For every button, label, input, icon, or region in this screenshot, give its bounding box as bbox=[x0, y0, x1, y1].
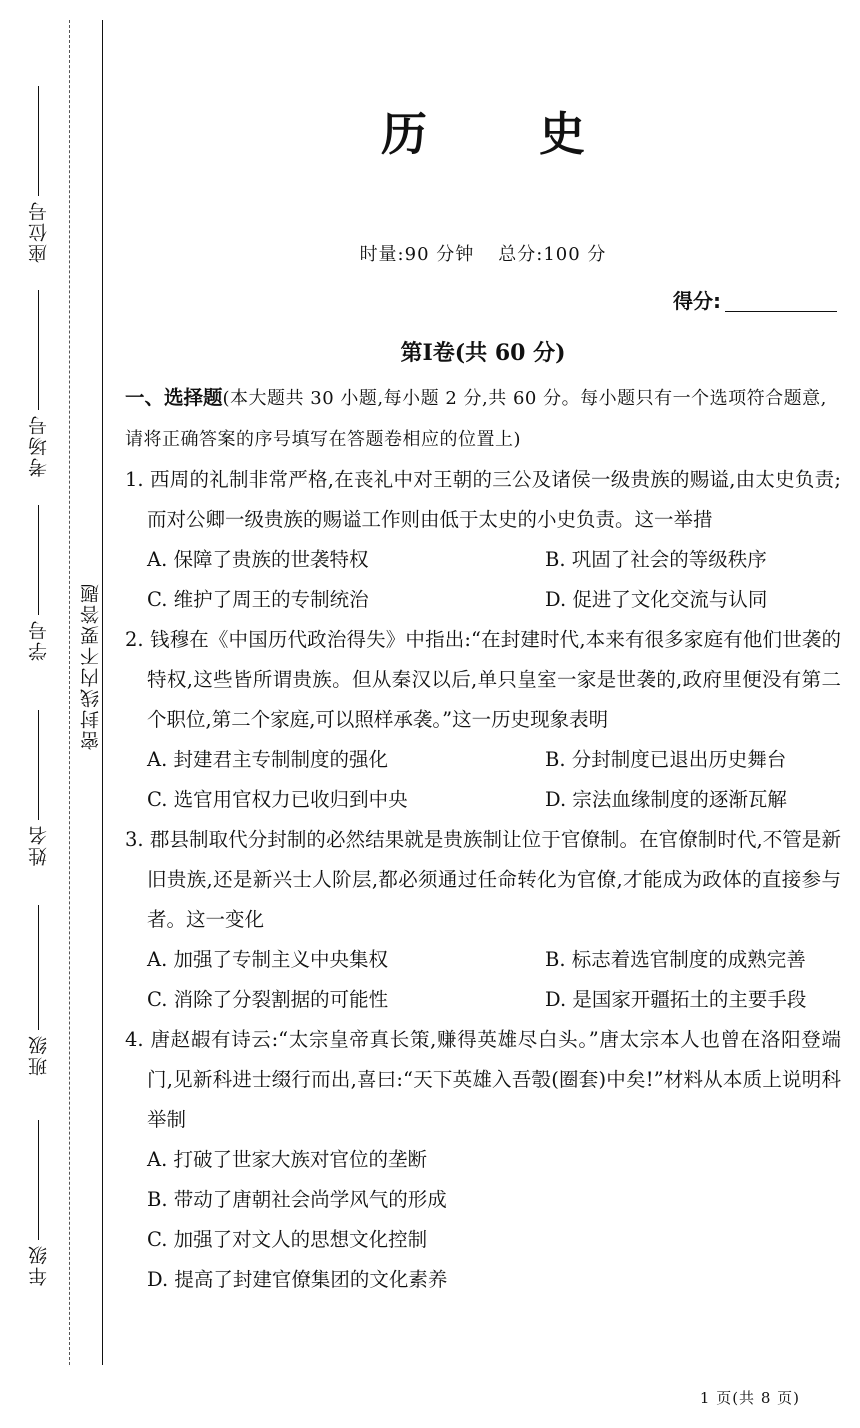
margin-border-line bbox=[102, 20, 103, 1365]
question-2 bbox=[125, 620, 841, 820]
exam-duration: 时量:90 分钟 bbox=[359, 244, 475, 265]
option-d[interactable]: D. 提高了封建官僚集团的文化素养 bbox=[147, 1268, 448, 1291]
fill-line bbox=[38, 1120, 39, 1240]
option-grid bbox=[125, 940, 841, 1020]
option-b[interactable]: B. 带动了唐朝社会尚学风气的形成 bbox=[147, 1188, 447, 1211]
section-note: (本大题共 30 小题,每小题 2 分,共 60 分。每小题只有一个选项符合题意,请将正确答案的序号填写在答题卷相应的位置上) bbox=[125, 388, 827, 450]
option-c[interactable]: C. 加强了对文人的思想文化控制 bbox=[147, 1228, 428, 1251]
question-1 bbox=[125, 460, 841, 620]
question-stem: 4. 唐赵嘏有诗云:“太宗皇帝真长策,赚得英雄尽白头。”唐太宗本人也曾在洛阳登端门,见新科进士缀行而出,喜曰:“天下英雄入吾彀(圈套)中矣!”材料从本质上说明科举制 bbox=[125, 1028, 841, 1131]
option-a[interactable]: A. 封建君主专制制度的强化 bbox=[147, 748, 388, 771]
question-stem: 2. 钱穆在《中国历代政治得失》中指出:“在封建时代,本来有很多家庭有他们世袭的特权,这些皆所谓贵族。但从秦汉以后,单只皇室一家是世袭的,政府里便没有第二个职位,第二个家庭,可以照样承袭。”这一历史现象表明 bbox=[125, 628, 841, 731]
fill-line bbox=[38, 905, 39, 1030]
class-label: 班级 bbox=[27, 1034, 50, 1076]
exam-meta bbox=[125, 240, 841, 266]
question-body bbox=[125, 378, 841, 1300]
grade-label: 年级 bbox=[27, 1244, 50, 1286]
exam-room-label: 考场号 bbox=[27, 414, 50, 477]
option-d[interactable]: D. 促进了文化交流与认同 bbox=[545, 588, 768, 611]
fill-line bbox=[38, 86, 39, 196]
option-b[interactable]: B. 分封制度已退出历史舞台 bbox=[545, 748, 787, 771]
section-heading bbox=[125, 378, 841, 460]
seal-dashed-line bbox=[69, 20, 70, 1365]
exam-room-field[interactable] bbox=[26, 290, 50, 481]
exam-total-score: 总分:100 分 bbox=[498, 244, 607, 265]
section-label: 一、选择题 bbox=[125, 386, 223, 409]
fill-line bbox=[38, 290, 39, 410]
score-field[interactable] bbox=[673, 285, 837, 314]
option-c[interactable]: C. 消除了分裂割据的可能性 bbox=[147, 988, 389, 1011]
option-b[interactable]: B. 巩固了社会的等级秩序 bbox=[545, 548, 767, 571]
option-a[interactable]: A. 加强了专制主义中央集权 bbox=[147, 948, 388, 971]
class-field[interactable] bbox=[26, 905, 50, 1080]
seat-number-field[interactable] bbox=[26, 86, 50, 267]
option-c[interactable]: C. 维护了周王的专制统治 bbox=[147, 588, 369, 611]
option-a[interactable]: A. 打破了世家大族对官位的垄断 bbox=[147, 1148, 427, 1171]
seat-number-label: 座位号 bbox=[27, 200, 50, 263]
seal-notice: 密封线内不要答题 bbox=[80, 582, 102, 750]
part-title: 第Ⅰ卷(共 60 分) bbox=[400, 340, 566, 366]
fill-line bbox=[38, 710, 39, 820]
question-4 bbox=[125, 1020, 841, 1300]
question-stem: 3. 郡县制取代分封制的必然结果就是贵族制让位于官僚制。在官僚制时代,不管是新旧贵族,还是新兴士人阶层,都必须通过任命转化为官僚,才能成为政体的直接参与者。这一变化 bbox=[125, 828, 841, 931]
student-id-label: 学号 bbox=[27, 619, 50, 661]
option-list bbox=[125, 1140, 841, 1300]
option-d[interactable]: D. 宗法血缘制度的逐渐瓦解 bbox=[545, 788, 787, 811]
student-id-field[interactable] bbox=[26, 505, 50, 665]
name-label: 姓名 bbox=[27, 824, 50, 866]
score-label: 得分: bbox=[673, 289, 721, 313]
option-c[interactable]: C. 选官用官权力已收归到中央 bbox=[147, 788, 408, 811]
option-grid bbox=[125, 540, 841, 620]
question-3 bbox=[125, 820, 841, 1020]
name-field[interactable] bbox=[26, 710, 50, 870]
option-b[interactable]: B. 标志着选官制度的成熟完善 bbox=[545, 948, 806, 971]
option-d[interactable]: D. 是国家开疆拓土的主要手段 bbox=[545, 988, 807, 1011]
grade-field[interactable] bbox=[26, 1120, 50, 1290]
question-stem: 1. 西周的礼制非常严格,在丧礼中对王朝的三公及诸侯一级贵族的赐谥,由太史负责;而对公卿一级贵族的赐谥工作则由低于太史的小史负责。这一举措 bbox=[125, 468, 841, 531]
score-blank[interactable] bbox=[725, 311, 837, 312]
option-grid bbox=[125, 740, 841, 820]
page-number: 1 页(共 8 页) bbox=[699, 1389, 800, 1407]
page-title: 历 史 bbox=[380, 107, 633, 161]
binding-margin bbox=[0, 0, 100, 1428]
option-a[interactable]: A. 保障了贵族的世袭特权 bbox=[147, 548, 369, 571]
fill-line bbox=[38, 505, 39, 615]
